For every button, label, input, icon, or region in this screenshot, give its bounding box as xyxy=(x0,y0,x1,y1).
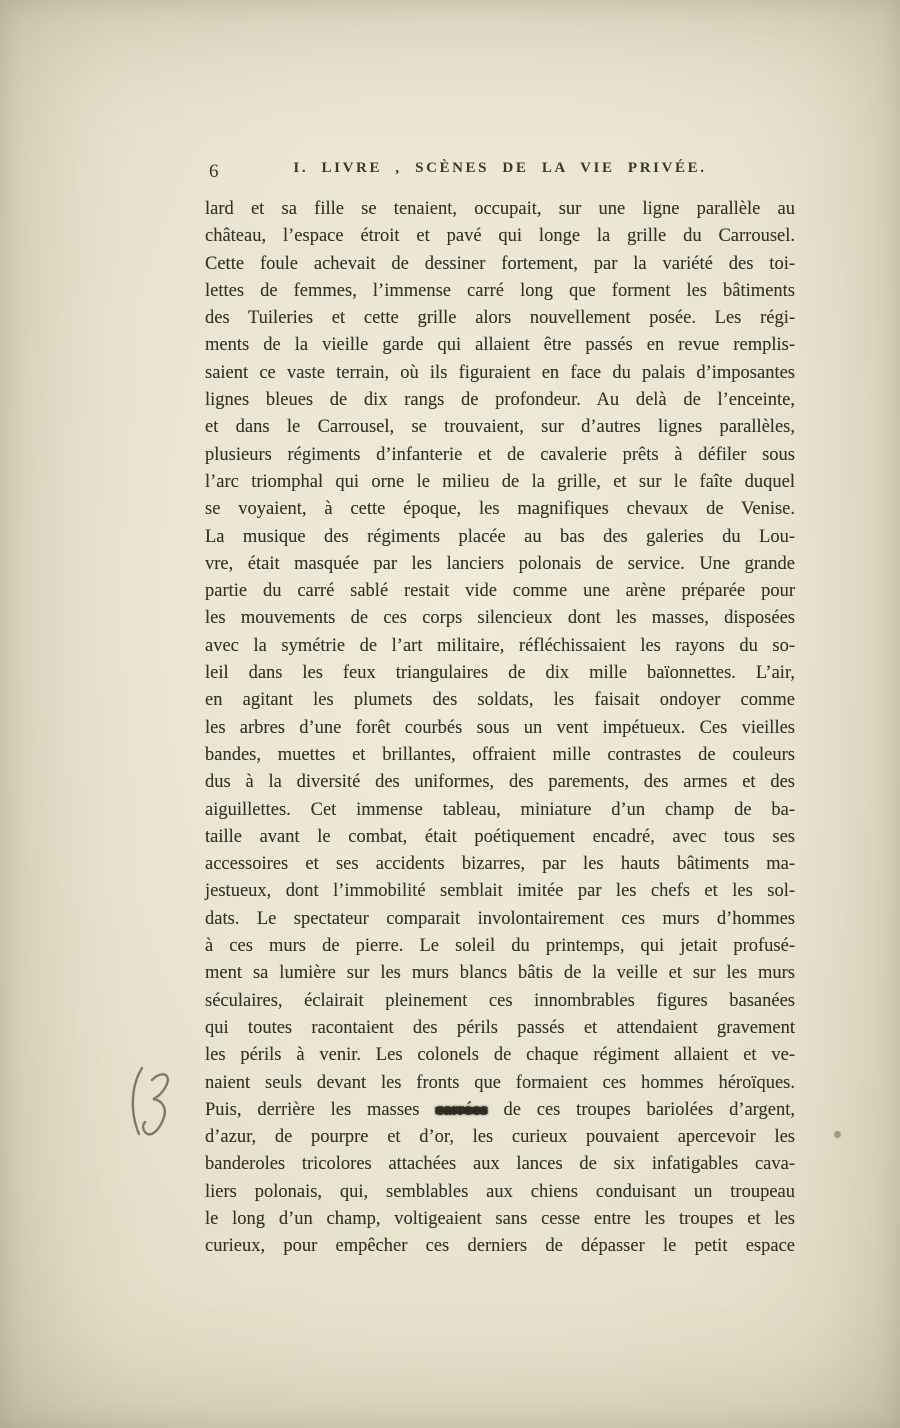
text-line: les arbres d’une forêt courbés sous un vent impétueux. Ces vieilles xyxy=(205,717,795,738)
text-segment: de ces troupes bariolées d’argent, xyxy=(487,1099,795,1120)
text-line: ments de la vieille garde qui allaient être passés en revue remplis- xyxy=(205,335,795,356)
text-line: dus à la diversité des uniformes, des parements, des armes et des xyxy=(205,772,795,793)
page-header xyxy=(205,160,795,186)
text-line: qui toutes racontaient des périls passés et attendaient gravement xyxy=(205,1017,795,1038)
text-line: des Tuileries et cette grille alors nouvellement posée. Les régi- xyxy=(205,308,795,329)
text-line: banderoles tricolores attachées aux lances de six infatigables cava- xyxy=(205,1154,795,1175)
text-line: La musique des régiments placée au bas des galeries du Lou- xyxy=(205,526,795,547)
text-line xyxy=(205,1097,795,1124)
text-line: l’arc triomphal qui orne le milieu de la grille, et sur le faîte duquel xyxy=(205,471,795,492)
handwritten-margin-annotation xyxy=(112,1058,188,1154)
text-line: curieux, pour empêcher ces derniers de dépasser le petit espace xyxy=(205,1236,795,1257)
text-line: lignes bleues de dix rangs de profondeur. Au delà de l’enceinte, xyxy=(205,390,795,411)
paper-speck xyxy=(834,1131,841,1138)
text-line: avec la symétrie de l’art militaire, réfléchissaient les rayons du so- xyxy=(205,635,795,656)
struck-word: carrées xyxy=(435,1099,488,1120)
text-line: bandes, muettes et brillantes, offraient mille contrastes de couleurs xyxy=(205,744,795,765)
text-line: vre, était masquée par les lanciers polonais de service. Une grande xyxy=(205,553,795,574)
text-line: lard et sa fille se tenaient, occupait, sur une ligne parallèle au xyxy=(205,199,795,219)
text-line: et dans le Carrousel, se trouvaient, sur d’autres lignes parallèles, xyxy=(205,417,795,438)
text-line: aiguillettes. Cet immense tableau, miniature d’un champ de ba- xyxy=(205,799,795,820)
text-line: à ces murs de pierre. Le soleil du printemps, qui jetait profusé- xyxy=(205,936,795,957)
text-block xyxy=(205,196,795,1261)
text-line: ment sa lumière sur les murs blancs bâtis de la veille et sur les murs xyxy=(205,963,795,984)
text-line: le long d’un champ, voltigeaient sans cesse entre les troupes et les xyxy=(205,1208,795,1229)
text-line: naient seuls devant les fronts que formaient ces hommes héroïques. xyxy=(205,1072,795,1093)
text-line: partie du carré sablé restait vide comme une arène préparée pour xyxy=(205,581,795,602)
text-line: séculaires, éclairait pleinement ces innombrables figures basanées xyxy=(205,990,795,1011)
text-line: d’azur, de pourpre et d’or, les curieux pouvaient apercevoir les xyxy=(205,1127,795,1148)
text-line: accessoires et ses accidents bizarres, par les hauts bâtiments ma- xyxy=(205,854,795,875)
text-line: saient ce vaste terrain, où ils figuraient en face du palais d’imposantes xyxy=(205,362,795,383)
text-line: les mouvements de ces corps silencieux dont les masses, disposées xyxy=(205,608,795,629)
text-line: taille avant le combat, était poétiquement encadré, avec tous ses xyxy=(205,826,795,847)
running-title: I. LIVRE , SCÈNES DE LA VIE PRIVÉE. xyxy=(293,160,707,176)
text-line: liers polonais, qui, semblables aux chiens conduisant un troupeau xyxy=(205,1181,795,1202)
text-segment: Puis, derrière les masses xyxy=(205,1099,436,1120)
text-line: lettes de femmes, l’immense carré long que forment les bâtiments xyxy=(205,280,795,301)
text-line: jestueux, dont l’immobilité semblait imitée par les chefs et les sol- xyxy=(205,881,795,902)
page-number: 6 xyxy=(209,161,219,182)
text-line: château, l’espace étroit et pavé qui longe la grille du Carrousel. xyxy=(205,226,795,247)
text-line: en agitant les plumets des soldats, les faisait ondoyer comme xyxy=(205,690,795,711)
text-line: dats. Le spectateur comparait involontairement ces murs d’hommes xyxy=(205,908,795,929)
text-line: plusieurs régiments d’infanterie et de cavalerie prêts à défiler sous xyxy=(205,444,795,465)
text-line: se voyaient, à cette époque, les magnifiques chevaux de Venise. xyxy=(205,499,795,520)
text-line: leil dans les feux triangulaires de dix mille baïonnettes. L’air, xyxy=(205,663,795,684)
text-line: Cette foule achevait de dessiner fortement, par la variété des toi- xyxy=(205,253,795,274)
text-line: les périls à venir. Les colonels de chaque régiment allaient et ve- xyxy=(205,1045,795,1066)
